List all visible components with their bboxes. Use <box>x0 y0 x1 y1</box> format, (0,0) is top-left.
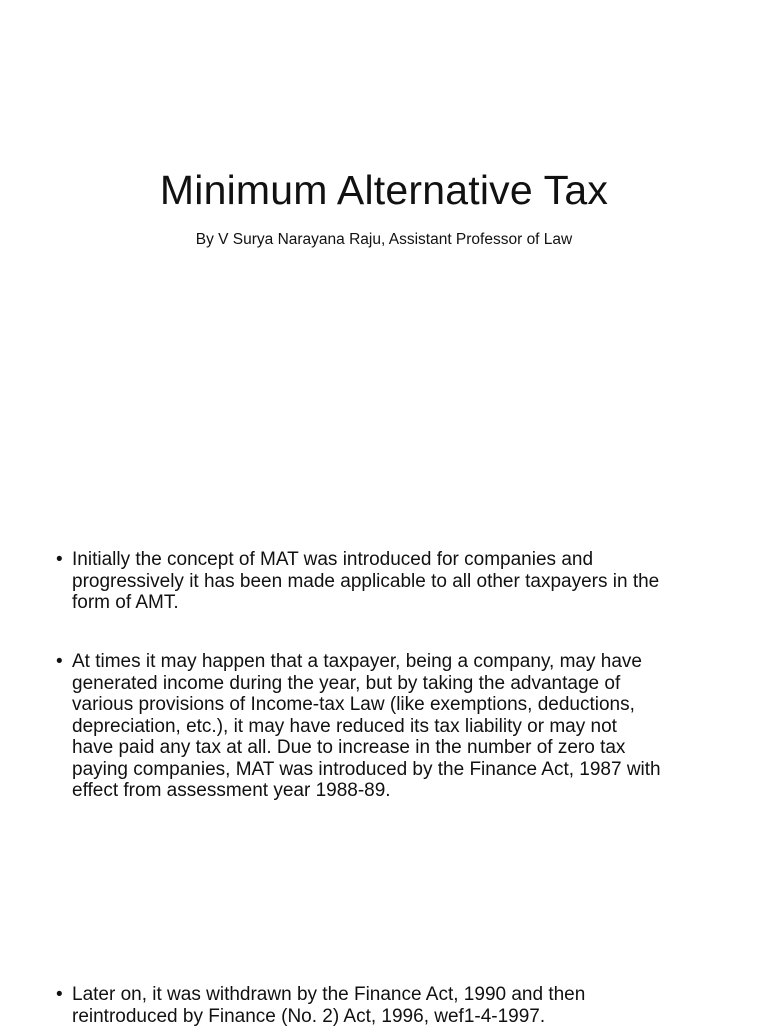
bullet-text <box>72 984 716 1027</box>
bullet-item-mat-concept <box>56 549 716 614</box>
bullet-line: reintroduced by Finance (No. 2) Act, 1996, wef1-4-1997. <box>72 1005 546 1027</box>
bullet-line: Later on, it was withdrawn by the Finance Act, 1990 and then <box>72 984 586 1005</box>
bullet-text <box>72 651 716 802</box>
bullet-item-withdrawal <box>56 984 716 1027</box>
bullet-marker: • <box>56 549 63 570</box>
bullet-line: generated income during the year, but by taking the advantage of <box>72 672 621 694</box>
bullet-line: various provisions of Income-tax Law (like exemptions, deductions, <box>72 694 635 715</box>
slide-subtitle: By V Surya Narayana Raju, Assistant Professor of Law <box>195 231 573 248</box>
slide-title: Minimum Alternative Tax <box>159 167 609 213</box>
bullet-line: progressively it has been made applicable to all other taxpayers in the <box>72 570 660 592</box>
bullet-marker: • <box>56 651 63 672</box>
bullet-line: paying companies, MAT was introduced by the Finance Act, 1987 with <box>72 758 661 780</box>
bullet-line: form of AMT. <box>72 592 179 613</box>
bullet-line: At times it may happen that a taxpayer, being a company, may have <box>72 651 642 672</box>
bullet-line: have paid any tax at all. Due to increase in the number of zero tax <box>72 737 626 758</box>
bullet-line: depreciation, etc.), it may have reduced its tax liability or may not <box>72 715 617 737</box>
bullet-text <box>72 549 716 614</box>
bullet-marker: • <box>56 984 63 1005</box>
bullet-line: Initially the concept of MAT was introduced for companies and <box>72 549 594 570</box>
bullet-item-zero-tax-companies <box>56 651 716 802</box>
bullet-line: effect from assessment year 1988-89. <box>72 780 391 801</box>
